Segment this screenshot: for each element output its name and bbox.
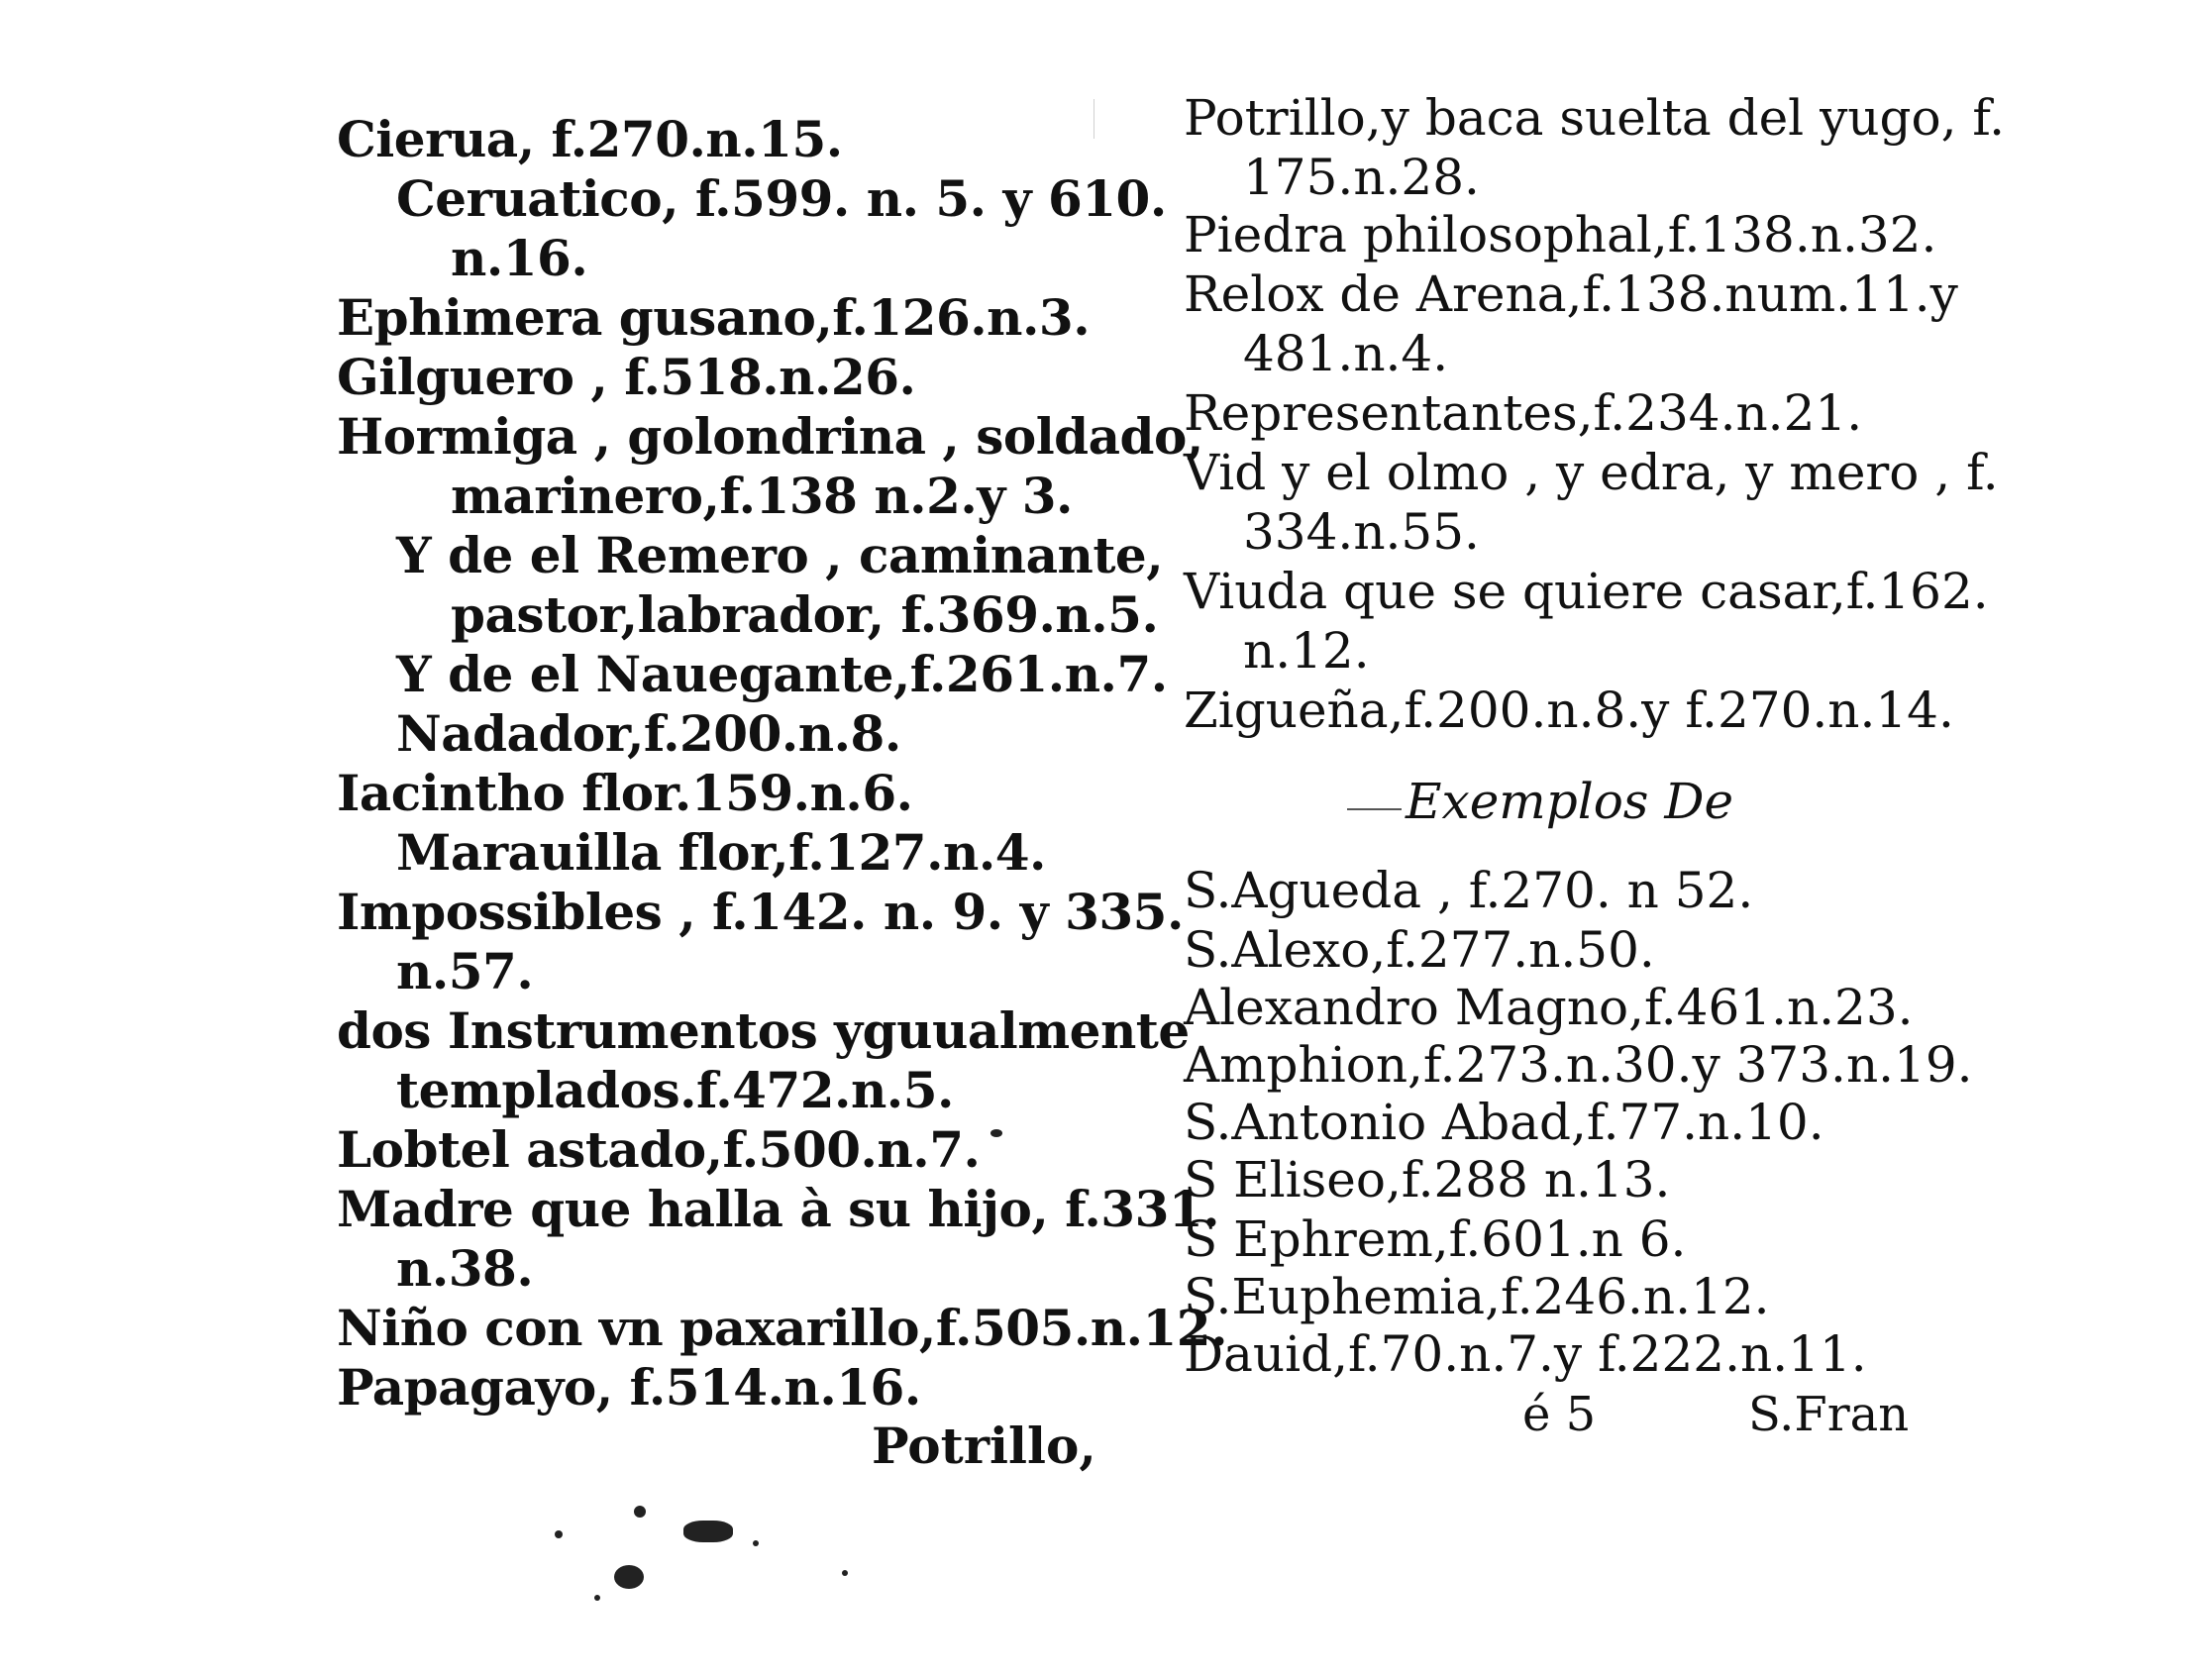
index-entry: Ceruatico, f.599. n. 5. y 610. <box>396 169 1167 228</box>
example-entry: Alexandro Magno,f.461.n.23. <box>1184 979 1914 1036</box>
example-entry: S.Alexo,f.277.n.50. <box>1184 921 1655 979</box>
index-entry: 175.n.28. <box>1243 149 1480 206</box>
index-entry: n.16. <box>451 229 588 287</box>
example-entry: S Eliseo,f.288 n.13. <box>1184 1151 1671 1208</box>
index-entry: templados.f.472.n.5. <box>396 1061 954 1119</box>
heading-rule <box>1347 808 1402 810</box>
index-entry: dos Instrumentos yguualmente <box>337 1001 1190 1060</box>
index-entry: Y de el Remero , caminante, <box>396 526 1164 584</box>
index-entry: marinero,f.138 n.2.y 3. <box>451 467 1073 525</box>
index-entry: Marauilla flor,f.127.n.4. <box>396 823 1046 882</box>
example-entry: Dauid,f.70.n.7.y f.222.n.11. <box>1184 1325 1867 1383</box>
index-entry: Madre que halla à su hijo, f.331. <box>337 1180 1220 1238</box>
index-entry: Potrillo,y baca suelta del yugo, f. <box>1184 89 2006 147</box>
index-entry: Papagayo, f.514.n.16. <box>337 1358 921 1417</box>
example-entry: S.Euphemia,f.246.n.12. <box>1184 1268 1770 1325</box>
index-entry: Relox de Arena,f.138.num.11.y <box>1184 265 1958 323</box>
index-entry: Lobtel astado,f.500.n.7. <box>337 1120 981 1179</box>
example-entry: S.Agueda , f.270. n 52. <box>1184 862 1754 919</box>
index-entry: Hormiga , golondrina , soldado, <box>337 407 1203 466</box>
example-entry: Amphion,f.273.n.30.y 373.n.19. <box>1184 1036 1973 1094</box>
index-entry: Gilguero , f.518.n.26. <box>337 348 916 406</box>
catchword: S.Fran <box>1748 1387 1910 1442</box>
right-page <box>1094 0 2188 1680</box>
index-entry: Iacintho flor.159.n.6. <box>337 764 913 822</box>
section-heading <box>1347 773 1733 830</box>
index-entry: Viuda que se quiere casar,f.162. <box>1184 563 1989 620</box>
index-entry: pastor,labrador, f.369.n.5. <box>451 585 1159 644</box>
catchword: Potrillo, <box>872 1417 1096 1475</box>
index-entry: Vid y el olmo , y edra, y mero , f. <box>1184 444 1999 501</box>
index-entry: Representantes,f.234.n.21. <box>1184 384 1863 442</box>
index-entry: Cierua, f.270.n.15. <box>337 110 843 168</box>
index-entry: 334.n.55. <box>1243 503 1480 561</box>
example-entry: S.Antonio Abad,f.77.n.10. <box>1184 1094 1824 1151</box>
index-entry: Piedra philosophal,f.138.n.32. <box>1184 206 1937 263</box>
signature-mark: é 5 <box>1522 1387 1597 1442</box>
index-entry: Y de el Nauegante,f.261.n.7. <box>396 645 1168 703</box>
index-entry: n.12. <box>1243 622 1370 680</box>
index-entry: Niño con vn paxarillo,f.505.n.12. <box>337 1299 1227 1357</box>
example-entry: S Ephrem,f.601.n 6. <box>1184 1210 1687 1268</box>
index-entry: 481.n.4. <box>1243 325 1449 382</box>
index-entry: Zigueña,f.200.n.8.y f.270.n.14. <box>1184 682 1954 739</box>
index-entry: Ephimera gusano,f.126.n.3. <box>337 288 1091 347</box>
index-entry: Impossibles , f.142. n. 9. y 335. <box>337 883 1184 941</box>
section-heading-text: Exemplos De <box>1406 773 1734 830</box>
index-entry: Nadador,f.200.n.8. <box>396 704 901 763</box>
index-entry: n.57. <box>396 942 534 1000</box>
index-entry: n.38. <box>396 1239 534 1298</box>
